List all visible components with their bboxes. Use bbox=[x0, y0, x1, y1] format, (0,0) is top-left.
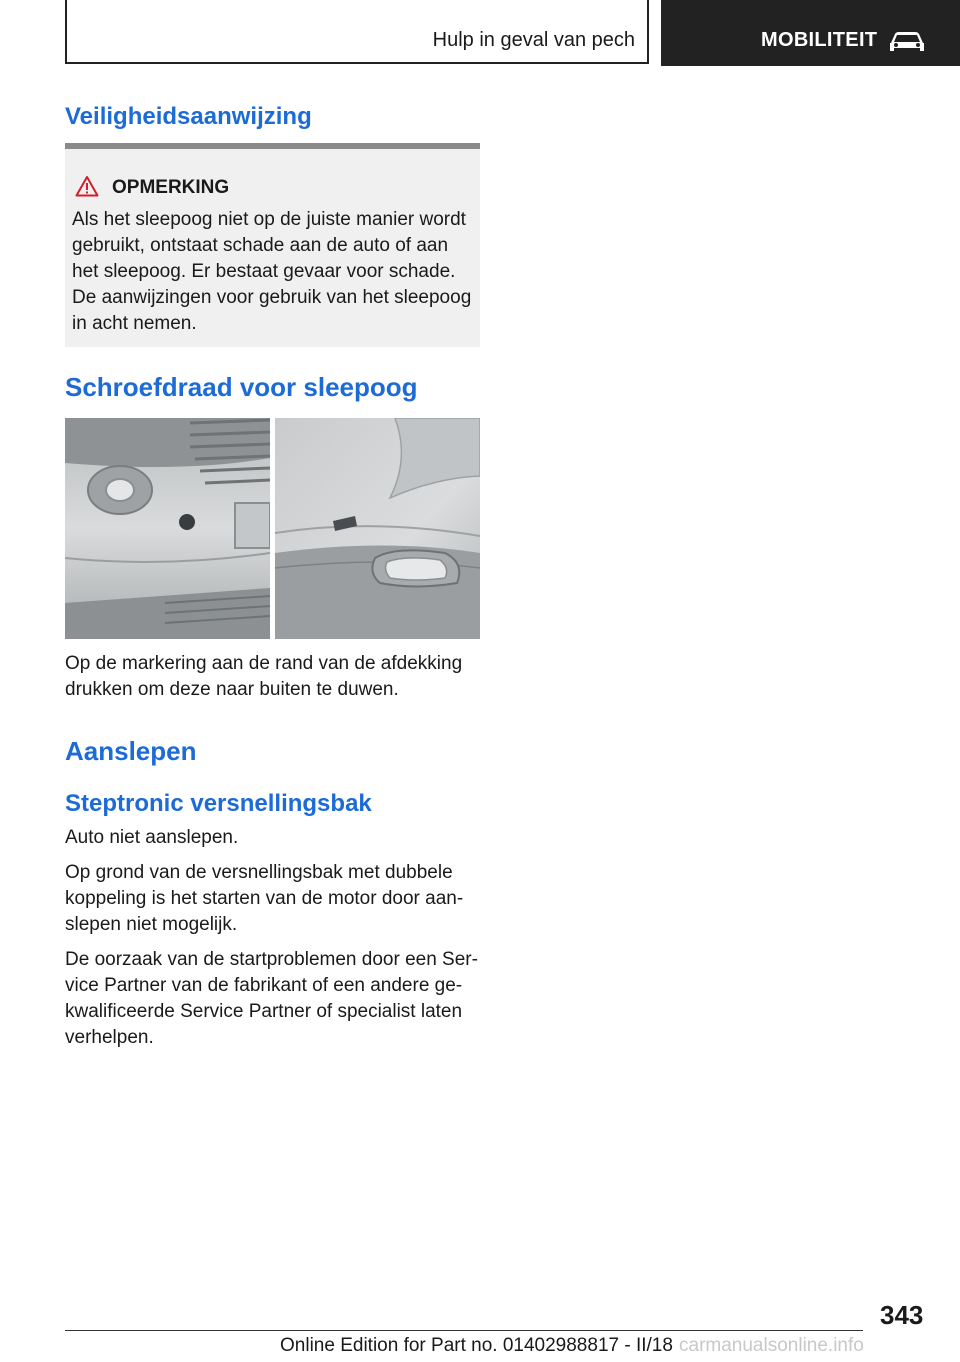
towing-para2-line: slepen niet mogelijk. bbox=[65, 914, 238, 935]
notice-text bbox=[72, 207, 476, 337]
towing-section bbox=[65, 736, 481, 767]
footer-divider bbox=[65, 1330, 863, 1331]
steptronic-heading: Steptronic versnellingsbak bbox=[65, 790, 372, 817]
towing-heading: Aanslepen bbox=[65, 736, 197, 766]
safety-section bbox=[65, 103, 481, 131]
notice-line: Als het sleepoog niet op de juiste manier wordt bbox=[72, 209, 466, 230]
towing-para3-line: kwalificeerde Service Partner of specialist laten bbox=[65, 1001, 463, 1022]
towing-body bbox=[65, 825, 481, 1051]
header-section-box bbox=[65, 0, 649, 64]
towing-para1: Auto niet aanslepen. bbox=[65, 827, 239, 848]
thread-caption bbox=[65, 651, 481, 703]
caption-line: Op de markering aan de rand van de afdekking bbox=[65, 653, 463, 674]
caption-line: drukken om deze naar buiten te duwen. bbox=[65, 679, 399, 700]
page-number: 343 bbox=[880, 1300, 924, 1330]
notice-line: in acht nemen. bbox=[72, 313, 197, 334]
towing-para3-line: De oorzaak van de startproblemen door een Ser- bbox=[65, 949, 478, 970]
notice-line: het sleepoog. Er bestaat gevaar voor schade. bbox=[72, 261, 456, 282]
towing-para3-line: vice Partner van de fabrikant of een andere ge- bbox=[65, 975, 463, 996]
footer-watermark: carmanualsonline.info bbox=[679, 1335, 864, 1356]
safety-heading: Veiligheidsaanwijzing bbox=[65, 103, 312, 130]
towing-para3-line: verhelpen. bbox=[65, 1027, 154, 1048]
steptronic-section bbox=[65, 790, 481, 818]
header-chapter-title: MOBILITEIT bbox=[761, 29, 878, 51]
towing-para2-line: Op grond van de versnellingsbak met dubbele bbox=[65, 862, 453, 883]
towing-para2-line: koppeling is het starten van de motor door aan- bbox=[65, 888, 464, 909]
notice-line: De aanwijzingen voor gebruik van het sleepoog bbox=[72, 287, 472, 308]
bumper-illustration bbox=[65, 418, 480, 639]
notice-box bbox=[65, 143, 480, 347]
notice-title: OPMERKING bbox=[112, 177, 230, 198]
car-icon bbox=[887, 27, 927, 55]
header-section-title: Hulp in geval van pech bbox=[432, 29, 635, 51]
footer-edition: Online Edition for Part no. 01402988817 - II/18 bbox=[280, 1335, 673, 1356]
notice-line: gebruikt, ontstaat schade aan de auto of aan bbox=[72, 235, 449, 256]
thread-section bbox=[65, 372, 481, 403]
header-chapter-box bbox=[661, 0, 960, 66]
warning-triangle-icon bbox=[75, 175, 99, 197]
thread-heading: Schroefdraad voor sleepoog bbox=[65, 372, 418, 402]
